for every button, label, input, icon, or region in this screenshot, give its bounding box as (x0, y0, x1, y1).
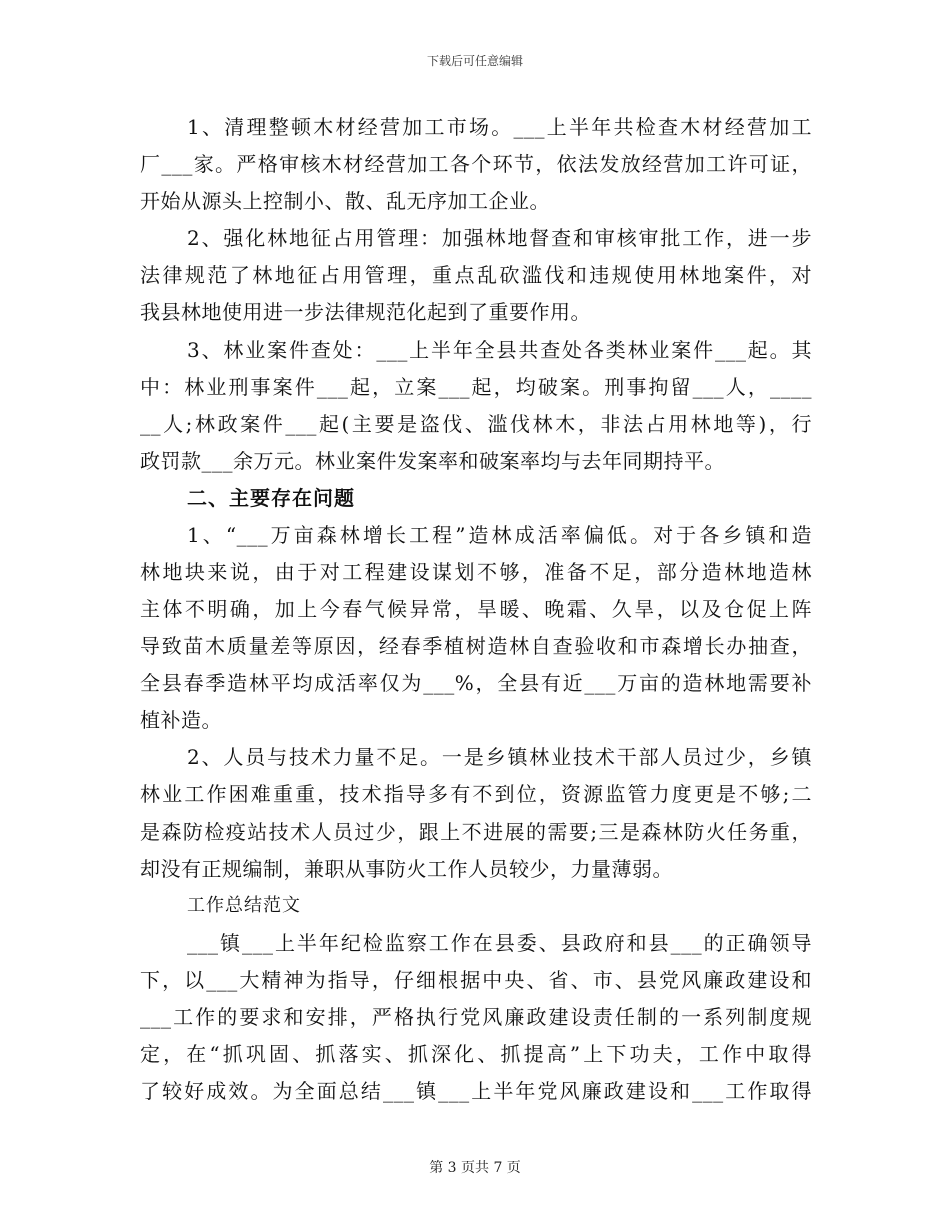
section-subtitle: 工作总结范文 (187, 895, 301, 916)
paragraph-line: 林业工作困难重重，技术指导多有不到位，资源监管力度更是不够;二 (140, 782, 812, 806)
paragraph-line: 1、“___万亩森林增长工程”造林成活率偏低。对于各乡镇和造 (187, 523, 812, 547)
paragraph-line: 却没有正规编制，兼职从事防火工作人员较少，力量薄弱。 (140, 857, 673, 881)
paragraph-line: 中：林业刑事案件___起，立案___起，均破案。刑事拘留___人，____ (140, 375, 812, 399)
paragraph-line: ___镇___上半年纪检监察工作在县委、县政府和县___的正确领导 (187, 931, 812, 955)
paragraph-line: 主体不明确，加上今春气候异常，旱暖、晚霜、久旱，以及仓促上阵 (140, 597, 812, 621)
paragraph-line: 3、林业案件查处：___上半年全县共查处各类林业案件___起。其 (187, 338, 812, 362)
paragraph-line: 1、清理整顿木材经营加工市场。___上半年共检查木材经营加工 (187, 115, 812, 139)
paragraph-line: 了较好成效。为全面总结___镇___上半年党风廉政建设和___工作取得 (140, 1079, 812, 1103)
paragraph-line: 开始从源头上控制小、散、乱无序加工企业。 (140, 189, 550, 213)
paragraph-line: ___工作的要求和安排，严格执行党风廉政建设责任制的一系列制度规 (140, 1005, 812, 1029)
paragraph-line: 定，在“抓巩固、抓落实、抓深化、抓提高”上下功夫，工作中取得 (140, 1042, 812, 1066)
paragraph-line: 导致苗木质量差等原因，经春季植树造林自查验收和市森增长办抽查， (140, 634, 812, 658)
paragraph-line: 植补造。 (140, 708, 222, 732)
paragraph-line: 厂___家。严格审核木材经营加工各个环节，依法发放经营加工许可证， (140, 152, 812, 176)
page-footer: 第 3 页共 7 页 (429, 1160, 521, 1176)
paragraph-line: 法律规范了林地征占用管理，重点乱砍滥伐和违规使用林地案件，对 (140, 263, 812, 287)
paragraph-line: 我县林地使用进一步法律规范化起到了重要作用。 (140, 300, 591, 324)
section-heading: 二、主要存在问题 (187, 486, 355, 510)
paragraph-line: 政罚款___余万元。林业案件发案率和破案率均与去年同期持平。 (140, 449, 725, 473)
paragraph-line: 林地块来说，由于对工程建设谋划不够，准备不足，部分造林地造林 (140, 560, 812, 584)
paragraph-line: 2、强化林地征占用管理：加强林地督查和审核审批工作，进一步 (187, 226, 812, 250)
paragraph-line: __人;林政案件___起(主要是盗伐、滥伐林木，非法占用林地等)，行 (140, 412, 812, 436)
page-header: 下载后可任意编辑 (426, 54, 523, 68)
paragraph-line: 是森防检疫站技术人员过少，跟上不进展的需要;三是森林防火任务重， (140, 820, 812, 844)
paragraph-line: 下，以___大精神为指导，仔细根据中央、省、市、县党风廉政建设和 (140, 968, 812, 992)
paragraph-line: 全县春季造林平均成活率仅为___%，全县有近___万亩的造林地需要补 (140, 671, 812, 695)
paragraph-line: 2、人员与技术力量不足。一是乡镇林业技术干部人员过少，乡镇 (187, 745, 812, 769)
